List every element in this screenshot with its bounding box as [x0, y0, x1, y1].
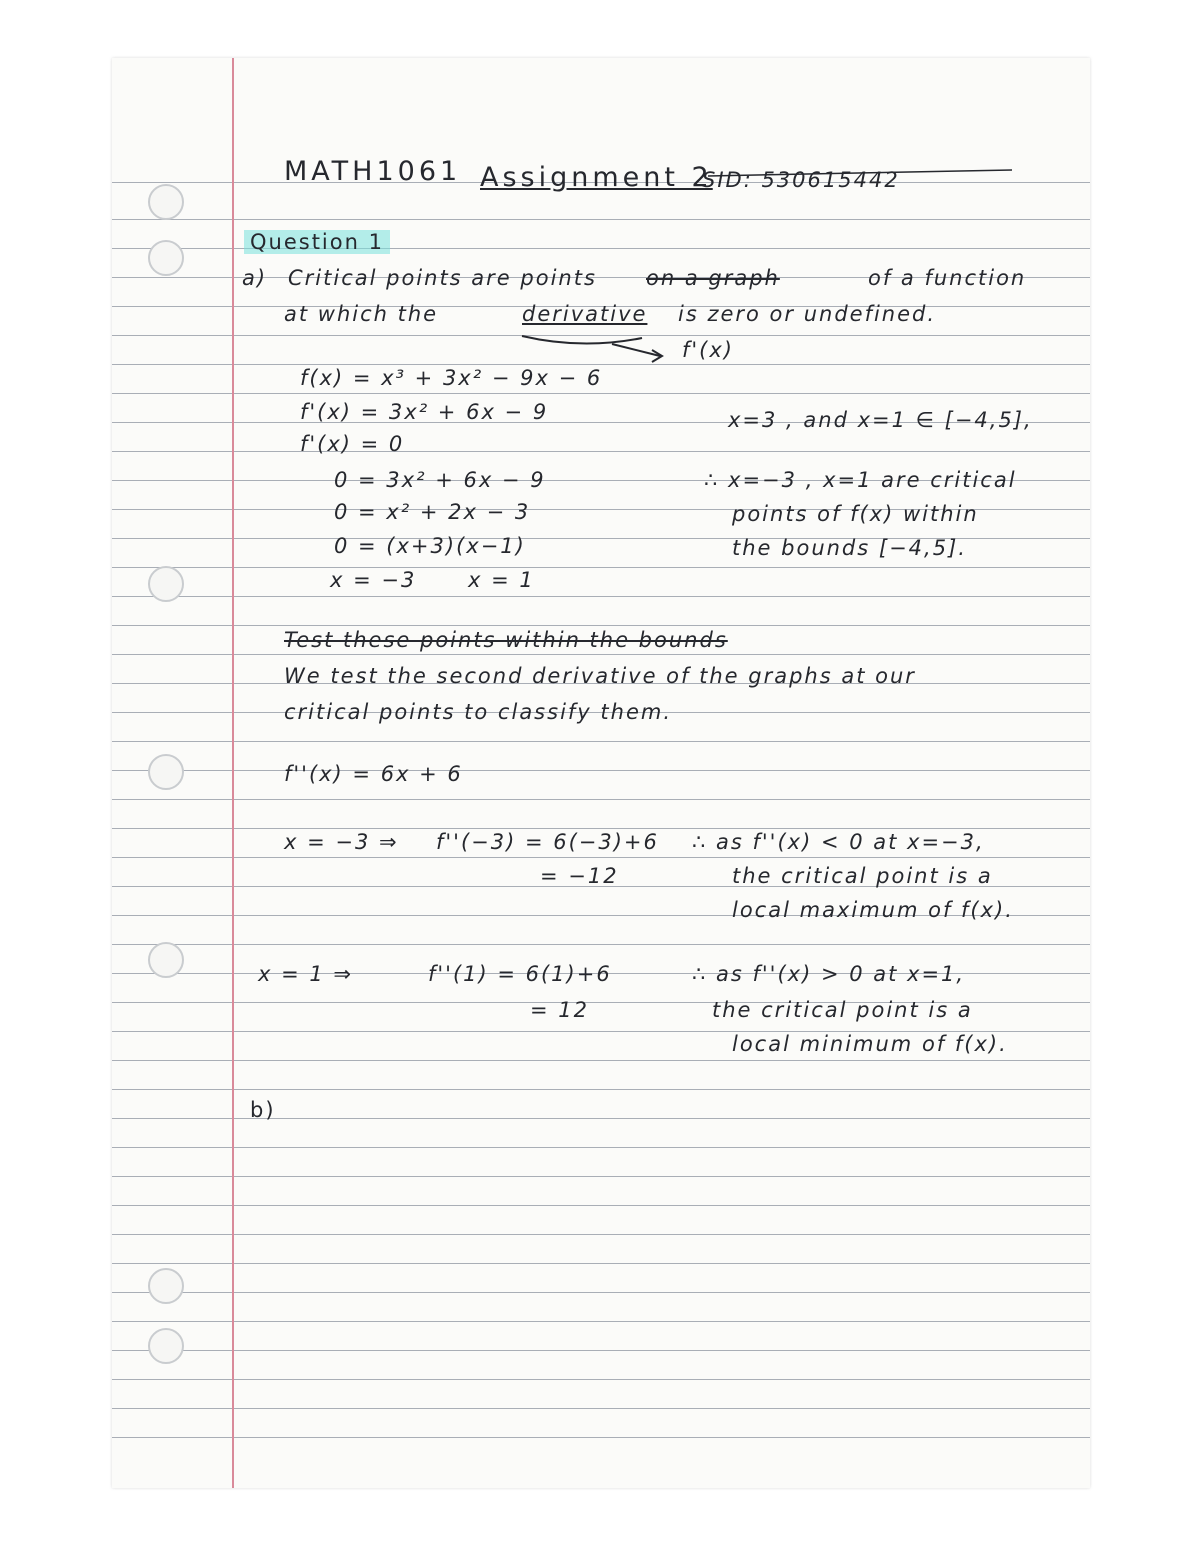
- struck-text: on a graph: [646, 266, 780, 290]
- case-conclusion: local maximum of f(x).: [732, 898, 1014, 922]
- case-eval: f''(−3) = 6(−3)+6: [436, 830, 659, 854]
- derivative-term: derivative: [522, 302, 648, 326]
- case-conclusion: the critical point is a: [712, 998, 973, 1022]
- definition-text: of a function: [868, 266, 1027, 290]
- test-text: critical points to classify them.: [284, 700, 672, 724]
- assignment-title: Assignment 2: [480, 162, 713, 193]
- brace-mark: [522, 336, 642, 344]
- math-line: 0 = 3x² + 6x − 9: [334, 468, 546, 492]
- case-conclusion: local minimum of f(x).: [732, 1032, 1008, 1056]
- struck-text: Test these points within the bounds: [284, 628, 728, 652]
- case-x: x = −3 ⇒: [284, 830, 399, 854]
- math-line: 0 = x² + 2x − 3: [334, 500, 531, 524]
- case-conclusion: ∴ as f''(x) > 0 at x=1,: [692, 962, 966, 986]
- side-note-line: the bounds [−4,5].: [732, 536, 967, 560]
- math-line: x = 1: [468, 568, 535, 592]
- case-eval: f''(1) = 6(1)+6: [428, 962, 612, 986]
- annotation-marks: [112, 58, 1090, 1488]
- case-result: = −12: [540, 864, 619, 888]
- derivative-note: f'(x): [682, 338, 734, 362]
- side-note-line: x=3 , and x=1 ∈ [−4,5],: [728, 408, 1033, 432]
- math-line: f(x) = x³ + 3x² − 9x − 6: [300, 366, 603, 390]
- side-note-line: ∴ x=−3 , x=1 are critical: [704, 468, 1017, 492]
- question-label: Question 1: [244, 230, 390, 254]
- second-derivative: f''(x) = 6x + 6: [284, 762, 463, 786]
- student-id: SID: 530615442: [702, 168, 900, 192]
- part-a-label: a): [242, 266, 268, 290]
- case-x: x = 1 ⇒: [258, 962, 354, 986]
- test-text: We test the second derivative of the graphs at our: [284, 664, 916, 688]
- course-code: MATH1061: [284, 156, 462, 187]
- math-line: f'(x) = 3x² + 6x − 9: [300, 400, 549, 424]
- notebook-page: [112, 58, 1090, 1488]
- math-line: f'(x) = 0: [300, 432, 405, 456]
- case-conclusion: ∴ as f''(x) < 0 at x=−3,: [692, 830, 985, 854]
- header-underline: [708, 170, 1012, 176]
- definition-text: is zero or undefined.: [678, 302, 937, 326]
- case-result: = 12: [530, 998, 589, 1022]
- definition-text: at which the: [284, 302, 439, 326]
- definition-text: Critical points are points: [288, 266, 597, 290]
- case-conclusion: the critical point is a: [732, 864, 993, 888]
- math-line: 0 = (x+3)(x−1): [334, 534, 526, 558]
- part-b-label: b): [250, 1098, 276, 1122]
- side-note-line: points of f(x) within: [732, 502, 979, 526]
- math-line: x = −3: [330, 568, 417, 592]
